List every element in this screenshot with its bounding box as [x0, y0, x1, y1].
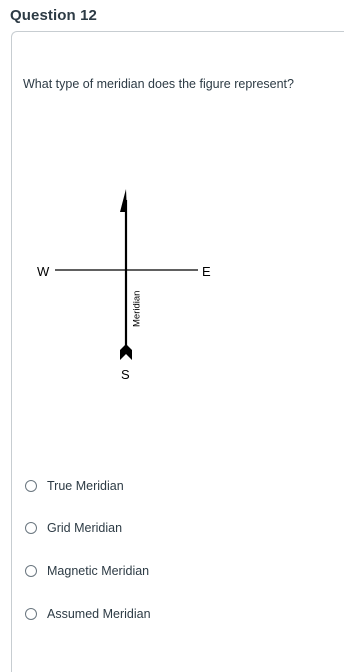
answer-label: True Meridian	[47, 479, 124, 493]
east-label: E	[202, 264, 211, 279]
answer-option-true-meridian[interactable]	[25, 479, 124, 493]
answer-label: Assumed Meridian	[47, 607, 151, 621]
question-heading: Question 12	[10, 7, 97, 24]
answer-label: Magnetic Meridian	[47, 564, 150, 578]
answer-label: Grid Meridian	[47, 521, 123, 535]
question-prompt: What type of meridian does the figure represent?	[23, 77, 294, 91]
radio-button[interactable]	[25, 522, 37, 534]
west-label: W	[37, 264, 50, 279]
radio-button[interactable]	[25, 565, 37, 577]
south-label: S	[121, 367, 130, 382]
answer-option-magnetic-meridian[interactable]	[25, 564, 149, 578]
answer-option-grid-meridian[interactable]	[25, 521, 122, 535]
radio-button[interactable]	[25, 608, 37, 620]
radio-button[interactable]	[25, 480, 37, 492]
meridian-line-label: Meridian	[131, 290, 143, 327]
answer-option-assumed-meridian[interactable]	[25, 607, 151, 621]
